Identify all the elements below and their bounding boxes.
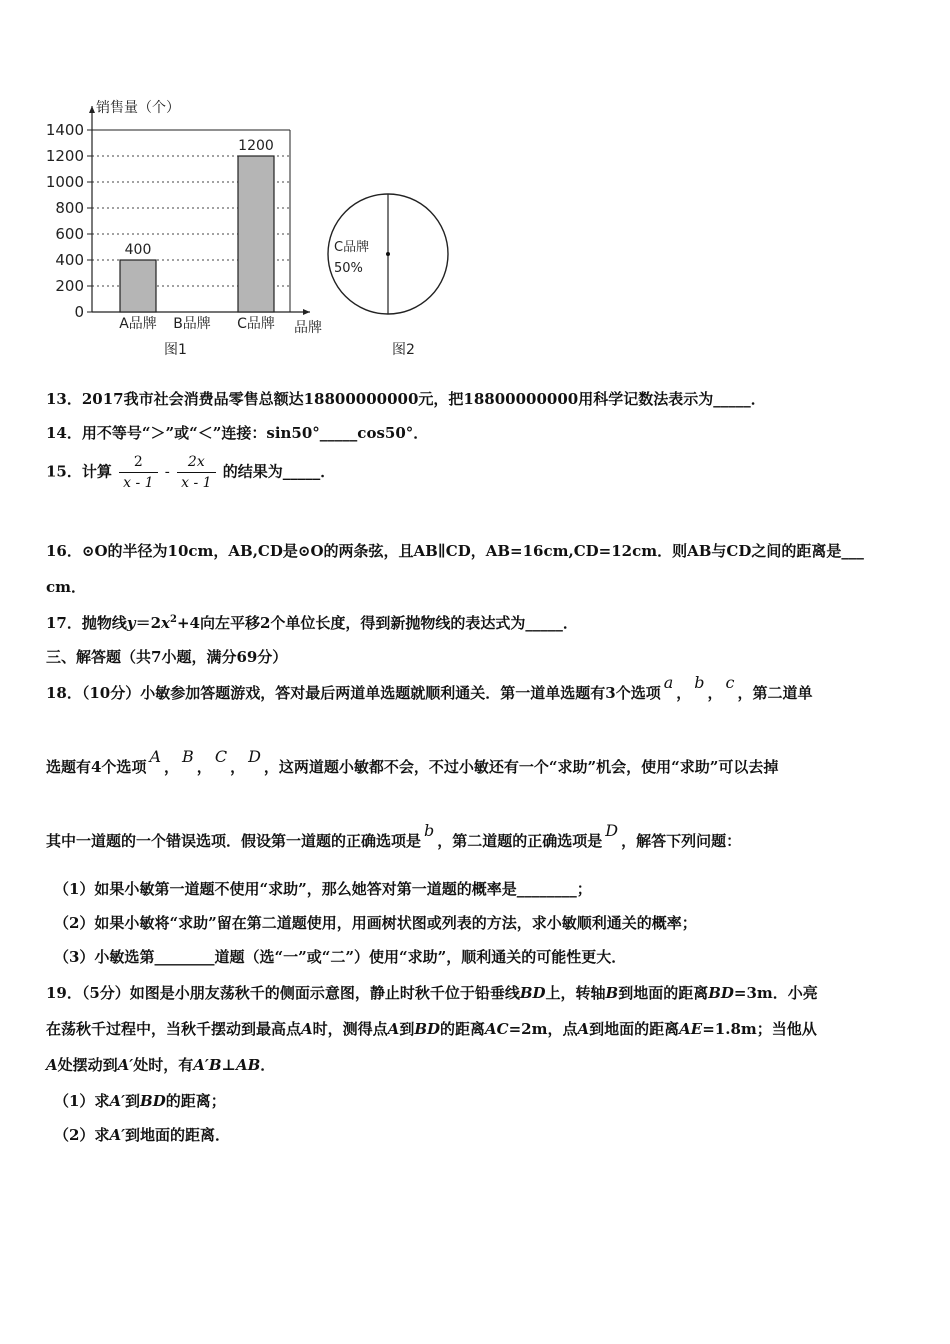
- q18-line3-mid: ，第二道题的正确选项是: [437, 832, 603, 850]
- option-C: C: [214, 747, 228, 766]
- q19-AB: AB: [235, 1056, 261, 1074]
- q18-line3-text: 其中一道题的一个错误选项．假设第一道题的正确选项是: [46, 832, 422, 850]
- q19-A: A: [387, 1020, 400, 1038]
- q19-A-prime: A′: [117, 1056, 134, 1074]
- q17-prefix: 17．抛物线: [46, 614, 127, 632]
- option-B: B: [182, 747, 194, 766]
- question-18-line1: [46, 673, 813, 703]
- y-tick-label: 200: [55, 277, 84, 295]
- x-category-label: B品牌: [173, 316, 211, 332]
- option-c: c: [725, 673, 735, 692]
- y-tick-label: 400: [55, 251, 84, 269]
- y-axis-label: 销售量（个）: [96, 100, 180, 116]
- bar-chart: [46, 99, 322, 358]
- q19-ApB: A′B: [193, 1056, 222, 1074]
- separator: ，: [230, 758, 246, 776]
- fraction-1-numerator: 2: [119, 454, 157, 473]
- bar-value-label: 1200: [238, 138, 274, 154]
- fig1-caption: 图1: [164, 342, 187, 358]
- q19-p1-text: （1）求: [54, 1092, 110, 1110]
- separator: ，: [707, 684, 723, 702]
- q19-p1-text: 的距离；: [165, 1092, 226, 1110]
- q19-AC: AC: [485, 1020, 509, 1038]
- question-13: 13．2017我市社会消费品零售总额达18800000000元，把18800000000用科学记数法表示为_____．: [46, 390, 766, 408]
- q19-A-prime: A′: [109, 1092, 126, 1110]
- figure-area: [40, 96, 460, 364]
- q17-exponent: 2: [169, 614, 177, 625]
- x-category-label: C品牌: [237, 316, 275, 332]
- pie-label-brand: C品牌: [334, 240, 370, 255]
- fig2-caption: 图2: [392, 342, 415, 358]
- q17-eq: ＝2: [135, 614, 162, 632]
- q19-text: =2m，点: [508, 1020, 578, 1038]
- minus-sign: -: [164, 462, 170, 481]
- fraction-1: [119, 454, 157, 491]
- q17-suffix: +4向左平移2个单位长度，得到新抛物线的表达式为_____．: [176, 614, 578, 632]
- question-19-part1: [54, 1090, 226, 1111]
- question-18-part2: （2）如果小敏将“求助”留在第二道题使用，用画树状图或列表的方法，求小敏顺利通关的概率；: [54, 914, 697, 932]
- q19-p1-text: 到: [125, 1092, 141, 1110]
- x-axis-label: 品牌: [294, 320, 322, 336]
- section-3-heading: 三、解答题（共7小题，满分69分）: [46, 648, 288, 666]
- q18-line1-text: 18．（10分）小敏参加答题游戏，答对最后两道单选题就顺利通关．第一道单选题有3个选项: [46, 684, 661, 702]
- q18-line2-end: ，这两道题小敏都不会，不过小敏还有一个“求助”机会，使用“求助”可以去掉: [263, 758, 779, 776]
- q19-BD: BD: [519, 984, 546, 1002]
- bar-value-label: 400: [124, 242, 152, 258]
- separator: ，: [196, 758, 212, 776]
- y-tick-label: 1200: [45, 147, 84, 165]
- question-16-line2: cm．: [46, 578, 87, 596]
- q17-var-x: x: [161, 614, 170, 632]
- bar: [120, 260, 156, 312]
- option-a: a: [663, 673, 674, 692]
- question-18-line3: [46, 821, 742, 851]
- q19-AE: AE: [679, 1020, 703, 1038]
- question-19-part2: [54, 1124, 230, 1145]
- question-17: [46, 612, 578, 633]
- q19-text: 处时，有: [133, 1056, 194, 1074]
- bar: [238, 156, 274, 312]
- separator: ，: [676, 684, 692, 702]
- q19-text: =1.8m；当他从: [702, 1020, 817, 1038]
- q19-text: 19．（5分）如图是小朋友荡秋千的侧面示意图，静止时秋千位于铅垂线: [46, 984, 520, 1002]
- option-b: b: [694, 673, 705, 692]
- q19-BD: BD: [140, 1092, 166, 1110]
- q19-text: ．: [260, 1056, 276, 1074]
- q19-A: A: [301, 1020, 313, 1038]
- y-tick-label: 1000: [45, 173, 84, 191]
- q19-BD: BD: [414, 1020, 441, 1038]
- separator: ，: [164, 758, 180, 776]
- q17-var-y: y: [126, 614, 136, 632]
- fraction-1-denominator: x - 1: [123, 475, 154, 491]
- y-axis-arrow: [89, 106, 95, 113]
- q15-prefix: 15．计算: [46, 462, 112, 481]
- q18-line3-end: ，解答下列问题：: [621, 832, 742, 850]
- question-19-line1: [46, 982, 818, 1003]
- option-A: A: [149, 747, 162, 766]
- question-14: 14．用不等号“＞”或“＜”连接：sin50°_____cos50°．: [46, 424, 429, 442]
- q19-B: B: [605, 984, 619, 1002]
- y-tick-label: 0: [74, 303, 84, 321]
- question-18-line2: [46, 747, 779, 777]
- q19-text: 的距离: [440, 1020, 486, 1038]
- figure-svg: [40, 96, 460, 364]
- question-19-line3: [46, 1054, 275, 1075]
- pie-chart: [328, 194, 448, 358]
- pie-label-pct: 50%: [334, 261, 363, 276]
- x-category-label: A品牌: [119, 316, 157, 332]
- q19-text: 时，测得点: [312, 1020, 388, 1038]
- x-axis-arrow: [303, 309, 310, 315]
- perp-symbol: ⊥: [221, 1056, 236, 1074]
- fraction-2-denominator: x - 1: [181, 475, 212, 491]
- q19-text: 到: [399, 1020, 415, 1038]
- q19-A: A: [577, 1020, 590, 1038]
- answer-2: D: [605, 821, 619, 840]
- y-tick-label: 1400: [45, 121, 84, 139]
- q19-text: 到地面的距离: [589, 1020, 680, 1038]
- q19-p2-text: （2）求: [54, 1126, 110, 1144]
- q19-p2-text: 到地面的距离．: [125, 1126, 231, 1144]
- q19-text: 在荡秋千过程中，当秋千摆动到最高点: [46, 1020, 302, 1038]
- q19-A-prime: A′: [109, 1126, 126, 1144]
- q19-text: =3m．小亮: [733, 984, 818, 1002]
- y-tick-label: 800: [55, 199, 84, 217]
- answer-1: b: [424, 821, 435, 840]
- question-18-part3: （3）小敏选第________道题（选“一”或“二”）使用“求助”，顺利通关的可能性更大．: [54, 948, 627, 966]
- q19-A: A: [46, 1056, 58, 1074]
- q19-text: 上，转轴: [545, 984, 606, 1002]
- q19-text: 处摆动到: [57, 1056, 118, 1074]
- q19-text: 到地面的距离: [618, 984, 709, 1002]
- fraction-2-numerator: 2x: [177, 454, 215, 473]
- q18-line1-end: ，第二道单: [737, 684, 813, 702]
- fraction-2: [177, 454, 215, 491]
- option-D: D: [248, 747, 261, 766]
- question-19-line2: [46, 1018, 817, 1039]
- q18-line2-text: 选题有4个选项: [46, 758, 147, 776]
- y-tick-label: 600: [55, 225, 84, 243]
- question-15: [46, 454, 335, 491]
- q19-BD: BD: [708, 984, 734, 1002]
- question-18-part1: （1）如果小敏第一道题不使用“求助”，那么她答对第一道题的概率是________；: [54, 880, 592, 898]
- question-16-line1: 16．⊙O的半径为10cm，AB,CD是⊙O的两条弦，且AB∥CD，AB=16cm,CD=12cm．则AB与CD之间的距离是___: [46, 542, 864, 560]
- q15-suffix: 的结果为_____．: [222, 462, 336, 481]
- pie-center: [386, 252, 390, 256]
